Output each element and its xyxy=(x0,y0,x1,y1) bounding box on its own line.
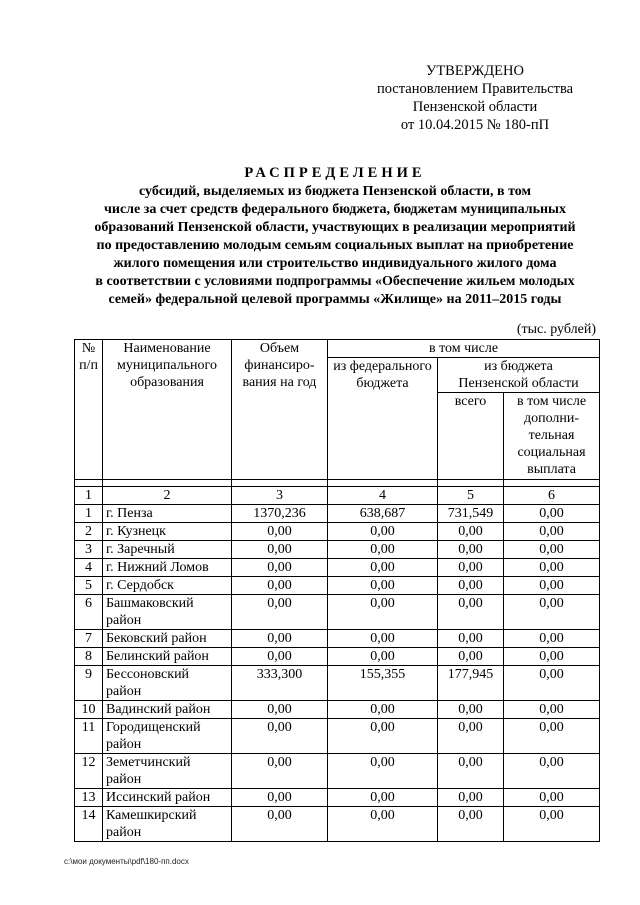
regional-total-value: 0,00 xyxy=(438,701,504,719)
approval-stamp xyxy=(360,62,590,134)
regional-total-value: 0,00 xyxy=(438,559,504,577)
financing-volume: 0,00 xyxy=(232,719,328,754)
extra-payment-value: 0,00 xyxy=(504,807,600,842)
extra-payment-value: 0,00 xyxy=(504,666,600,701)
regional-total-value: 0,00 xyxy=(438,719,504,754)
regional-total-value: 0,00 xyxy=(438,648,504,666)
extra-payment-value: 0,00 xyxy=(504,701,600,719)
regional-total-value: 0,00 xyxy=(438,807,504,842)
header-including: в том числе xyxy=(328,340,600,358)
column-number: 2 xyxy=(103,487,232,505)
regional-total-value: 0,00 xyxy=(438,630,504,648)
financing-volume: 0,00 xyxy=(232,807,328,842)
financing-volume: 333,300 xyxy=(232,666,328,701)
row-number: 1 xyxy=(75,505,103,523)
municipality-name: Камешкирский район xyxy=(103,807,232,842)
municipality-name: Иссинский район xyxy=(103,789,232,807)
approval-line-4: от 10.04.2015 № 180-пП xyxy=(400,117,550,133)
header-extra-payment: в том числе дополни- тельная социальная выплата xyxy=(504,393,600,480)
table-row xyxy=(75,577,600,595)
federal-budget-value: 0,00 xyxy=(328,754,438,789)
row-number: 6 xyxy=(75,595,103,630)
federal-budget-value: 0,00 xyxy=(328,523,438,541)
extra-payment-value: 0,00 xyxy=(504,719,600,754)
financing-volume: 0,00 xyxy=(232,577,328,595)
distribution-table xyxy=(74,339,600,842)
title-line: жилого помещения или строительство индивидуального жилого дома xyxy=(113,256,557,271)
document-title xyxy=(40,164,630,309)
table-row xyxy=(75,807,600,842)
title-line: образований Пензенской области, участвующих в реализации мероприятий xyxy=(94,220,576,235)
row-number: 8 xyxy=(75,648,103,666)
regional-total-value: 0,00 xyxy=(438,541,504,559)
table-row xyxy=(75,559,600,577)
extra-payment-value: 0,00 xyxy=(504,754,600,789)
regional-total-value: 731,549 xyxy=(438,505,504,523)
header-number: № п/п xyxy=(75,340,103,480)
municipality-name: г. Заречный xyxy=(103,541,232,559)
row-number: 14 xyxy=(75,807,103,842)
table-row xyxy=(75,523,600,541)
financing-volume: 0,00 xyxy=(232,559,328,577)
row-number: 3 xyxy=(75,541,103,559)
federal-budget-value: 638,687 xyxy=(328,505,438,523)
table-row xyxy=(75,701,600,719)
financing-volume: 1370,236 xyxy=(232,505,328,523)
extra-payment-value: 0,00 xyxy=(504,541,600,559)
extra-payment-value: 0,00 xyxy=(504,559,600,577)
financing-volume: 0,00 xyxy=(232,648,328,666)
table-row xyxy=(75,666,600,701)
table-row xyxy=(75,541,600,559)
table-row xyxy=(75,754,600,789)
municipality-name: Бековский район xyxy=(103,630,232,648)
table-row xyxy=(75,595,600,630)
regional-total-value: 0,00 xyxy=(438,523,504,541)
municipality-name: г. Сердобск xyxy=(103,577,232,595)
row-number: 5 xyxy=(75,577,103,595)
federal-budget-value: 0,00 xyxy=(328,595,438,630)
header-row xyxy=(75,340,600,358)
file-path-footer: c:\мои документы\pdf\180-пп.docx xyxy=(64,857,189,866)
regional-total-value: 0,00 xyxy=(438,754,504,789)
federal-budget-value: 0,00 xyxy=(328,648,438,666)
column-number: 3 xyxy=(232,487,328,505)
municipality-name: г. Кузнецк xyxy=(103,523,232,541)
title-line: по предоставлению молодым семьям социальных выплат на приобретение xyxy=(96,238,574,253)
column-number: 5 xyxy=(438,487,504,505)
municipality-name: Бессоновский район xyxy=(103,666,232,701)
municipality-name: Земетчинский район xyxy=(103,754,232,789)
financing-volume: 0,00 xyxy=(232,541,328,559)
header-total: всего xyxy=(438,393,504,480)
financing-volume: 0,00 xyxy=(232,701,328,719)
federal-budget-value: 0,00 xyxy=(328,807,438,842)
column-number-row xyxy=(75,487,600,505)
row-number: 7 xyxy=(75,630,103,648)
row-number: 10 xyxy=(75,701,103,719)
extra-payment-value: 0,00 xyxy=(504,648,600,666)
spacer-row xyxy=(75,480,600,487)
extra-payment-value: 0,00 xyxy=(504,577,600,595)
municipality-name: Вадинский район xyxy=(103,701,232,719)
extra-payment-value: 0,00 xyxy=(504,523,600,541)
regional-total-value: 177,945 xyxy=(438,666,504,701)
financing-volume: 0,00 xyxy=(232,789,328,807)
header-federal: из федерального бюджета xyxy=(328,358,438,480)
municipality-name: Городищенский район xyxy=(103,719,232,754)
row-number: 11 xyxy=(75,719,103,754)
title-main: РАСПРЕДЕЛЕНИЕ xyxy=(244,165,426,181)
column-number: 6 xyxy=(504,487,600,505)
approval-line-3: Пензенской области xyxy=(412,99,538,115)
federal-budget-value: 0,00 xyxy=(328,559,438,577)
title-line: семей» федеральной целевой программы «Жилище» на 2011–2015 годы xyxy=(108,292,562,307)
extra-payment-value: 0,00 xyxy=(504,789,600,807)
federal-budget-value: 0,00 xyxy=(328,541,438,559)
approval-line-1: УТВЕРЖДЕНО xyxy=(426,63,524,79)
regional-total-value: 0,00 xyxy=(438,595,504,630)
unit-label: (тыс. рублей) xyxy=(516,322,596,337)
table-row xyxy=(75,789,600,807)
regional-total-value: 0,00 xyxy=(438,789,504,807)
federal-budget-value: 155,355 xyxy=(328,666,438,701)
extra-payment-value: 0,00 xyxy=(504,630,600,648)
table-row xyxy=(75,630,600,648)
federal-budget-value: 0,00 xyxy=(328,701,438,719)
federal-budget-value: 0,00 xyxy=(328,719,438,754)
regional-total-value: 0,00 xyxy=(438,577,504,595)
title-line: в соответствии с условиями подпрограммы «Обеспечение жильем молодых xyxy=(95,274,575,289)
title-line: числе за счет средств федерального бюджета, бюджетам муниципальных xyxy=(103,202,566,217)
header-regional: из бюджета Пензенской области xyxy=(438,358,600,393)
financing-volume: 0,00 xyxy=(232,595,328,630)
federal-budget-value: 0,00 xyxy=(328,630,438,648)
federal-budget-value: 0,00 xyxy=(328,789,438,807)
column-number: 1 xyxy=(75,487,103,505)
table-row xyxy=(75,719,600,754)
header-volume: Объем финансиро- вания на год xyxy=(232,340,328,480)
municipality-name: Башмаковский район xyxy=(103,595,232,630)
financing-volume: 0,00 xyxy=(232,523,328,541)
municipality-name: г. Пенза xyxy=(103,505,232,523)
financing-volume: 0,00 xyxy=(232,754,328,789)
header-name: Наименование муниципального образования xyxy=(103,340,232,480)
row-number: 12 xyxy=(75,754,103,789)
extra-payment-value: 0,00 xyxy=(504,595,600,630)
extra-payment-value: 0,00 xyxy=(504,505,600,523)
title-line: субсидий, выделяемых из бюджета Пензенской области, в том xyxy=(138,184,532,199)
federal-budget-value: 0,00 xyxy=(328,577,438,595)
approval-line-2: постановлением Правительства xyxy=(376,81,574,97)
column-number: 4 xyxy=(328,487,438,505)
municipality-name: г. Нижний Ломов xyxy=(103,559,232,577)
municipality-name: Белинский район xyxy=(103,648,232,666)
row-number: 9 xyxy=(75,666,103,701)
row-number: 13 xyxy=(75,789,103,807)
table-row xyxy=(75,648,600,666)
row-number: 4 xyxy=(75,559,103,577)
table-row xyxy=(75,505,600,523)
financing-volume: 0,00 xyxy=(232,630,328,648)
row-number: 2 xyxy=(75,523,103,541)
